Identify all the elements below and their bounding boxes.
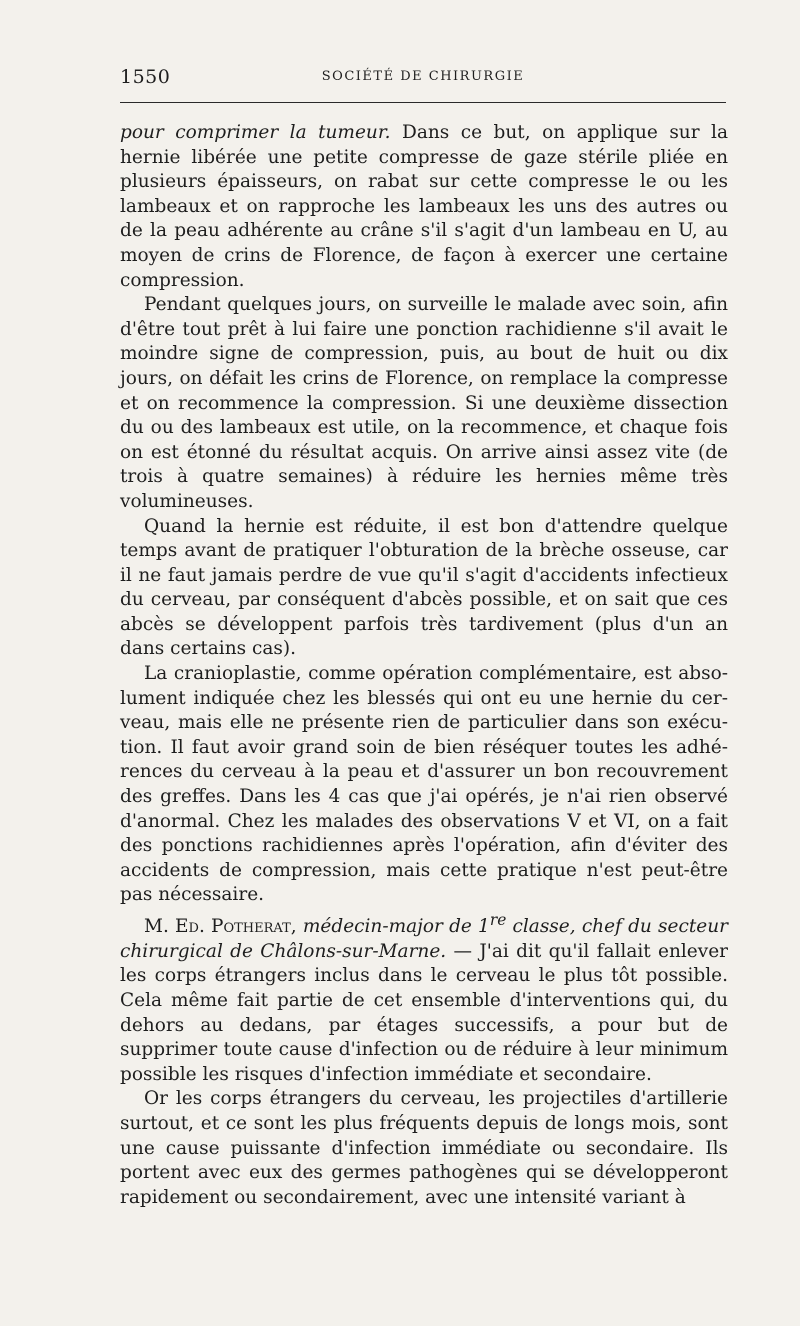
paragraph-3: Quand la hernie est réduite, il est bon d'attendre quelque temps avant de pratiquer l'obturation de la brèche osseuse, car il ne faut jamais perdre de vue qu'il s'agit d'accidents infectieux du cerveau, par conséquent d'abcès possible, et on sait que ces abcès se développent parfois très tardivement (plus d'un an dans certains cas). xyxy=(120,515,728,660)
page-number: 1550 xyxy=(120,66,171,88)
author-title-start: médecin-major de 1 xyxy=(302,916,490,938)
italic-lead: pour comprimer la tumeur. xyxy=(120,122,391,143)
running-head: SOCIÉTÉ DE CHIRURGIE xyxy=(321,69,525,84)
paragraph-6: Or les corps étrangers du cerveau, les projectiles d'artillerie surtout, et ce sont les plus fréquents depuis de longs mois, sont une cause puissante d'infection immédiate ou secondaire. Ils portent avec eux des germes pathogènes qui se développeront rapidement ou secondairement, avec une intensité variant à xyxy=(120,1088,728,1208)
author-name: Ed. Potherat xyxy=(175,916,291,938)
section-potherat xyxy=(120,908,728,1210)
paragraph-5-text: — J'ai dit qu'il fallait enlever les corps étrangers inclus dans le cerveau le plus tôt possible. Cela même fait partie de cet ensemble d'interventions qui, du dehors au dedans, par étages successifs, a pour but de supprimer toute cause d'infection ou de réduire à leur minimum possible les risques d'infection immédiate et secondaire. xyxy=(120,940,728,1085)
author-separator: , xyxy=(290,916,303,938)
paragraph-5 xyxy=(120,908,728,1087)
paragraph-1 xyxy=(120,121,728,293)
section-cranioplasty xyxy=(120,121,728,908)
header-rule xyxy=(120,102,726,103)
author-title-rest: classe, chef du secteur chirurgical de Châlons-sur-Marne. xyxy=(120,916,728,962)
author-prefix: M. xyxy=(144,916,176,938)
paragraph-1-text: Dans ce but, on applique sur la hernie libérée une petite compresse de gaze stérile pliée en plusieurs épaisseurs, on rabat sur cette compresse le ou les lambeaux et on rapproche les lambeaux les uns des autres ou de la peau adhérente au crâne s'il s'agit d'un lambeau en U, au moyen de crins de Florence, de façon à exercer une certaine compression. xyxy=(120,122,728,291)
paragraph-2: Pendant quelques jours, on surveille le malade avec soin, afin d'être tout prêt à lui faire une ponction rachidienne s'il avait le moindre signe de compression, puis, au bout de huit ou dix jours, on défait les crins de Florence, on remplace la compresse et on recommence la compression. Si une deuxième dissection du ou des lambeaux est utile, on la recommence, et chaque fois on est étonné du résultat acquis. On arrive ainsi assez vite (de trois à quatre semaines) à réduire les hernies même très volumineuses. xyxy=(120,294,728,512)
author-title-superscript: re xyxy=(489,911,507,929)
paragraph-4: La cranioplastie, comme opération complémentaire, est absolument indiquée chez les blessés qui ont eu une hernie du cerveau, mais elle ne présente rien de particulier dans son exécution. Il faut avoir grand soin de bien réséquer toutes les adhérences du cerveau à la peau et d'assurer un bon recouvrement des greffes. Dans les 4 cas que j'ai opérés, je n'ai rien observé d'anormal. Chez les malades des observations V et VI, on a fait des ponctions rachidiennes après l'opération, afin d'éviter des accidents de compression, mais cette pratique n'est peut-être pas nécessaire. xyxy=(120,663,728,906)
page-header xyxy=(120,66,726,90)
